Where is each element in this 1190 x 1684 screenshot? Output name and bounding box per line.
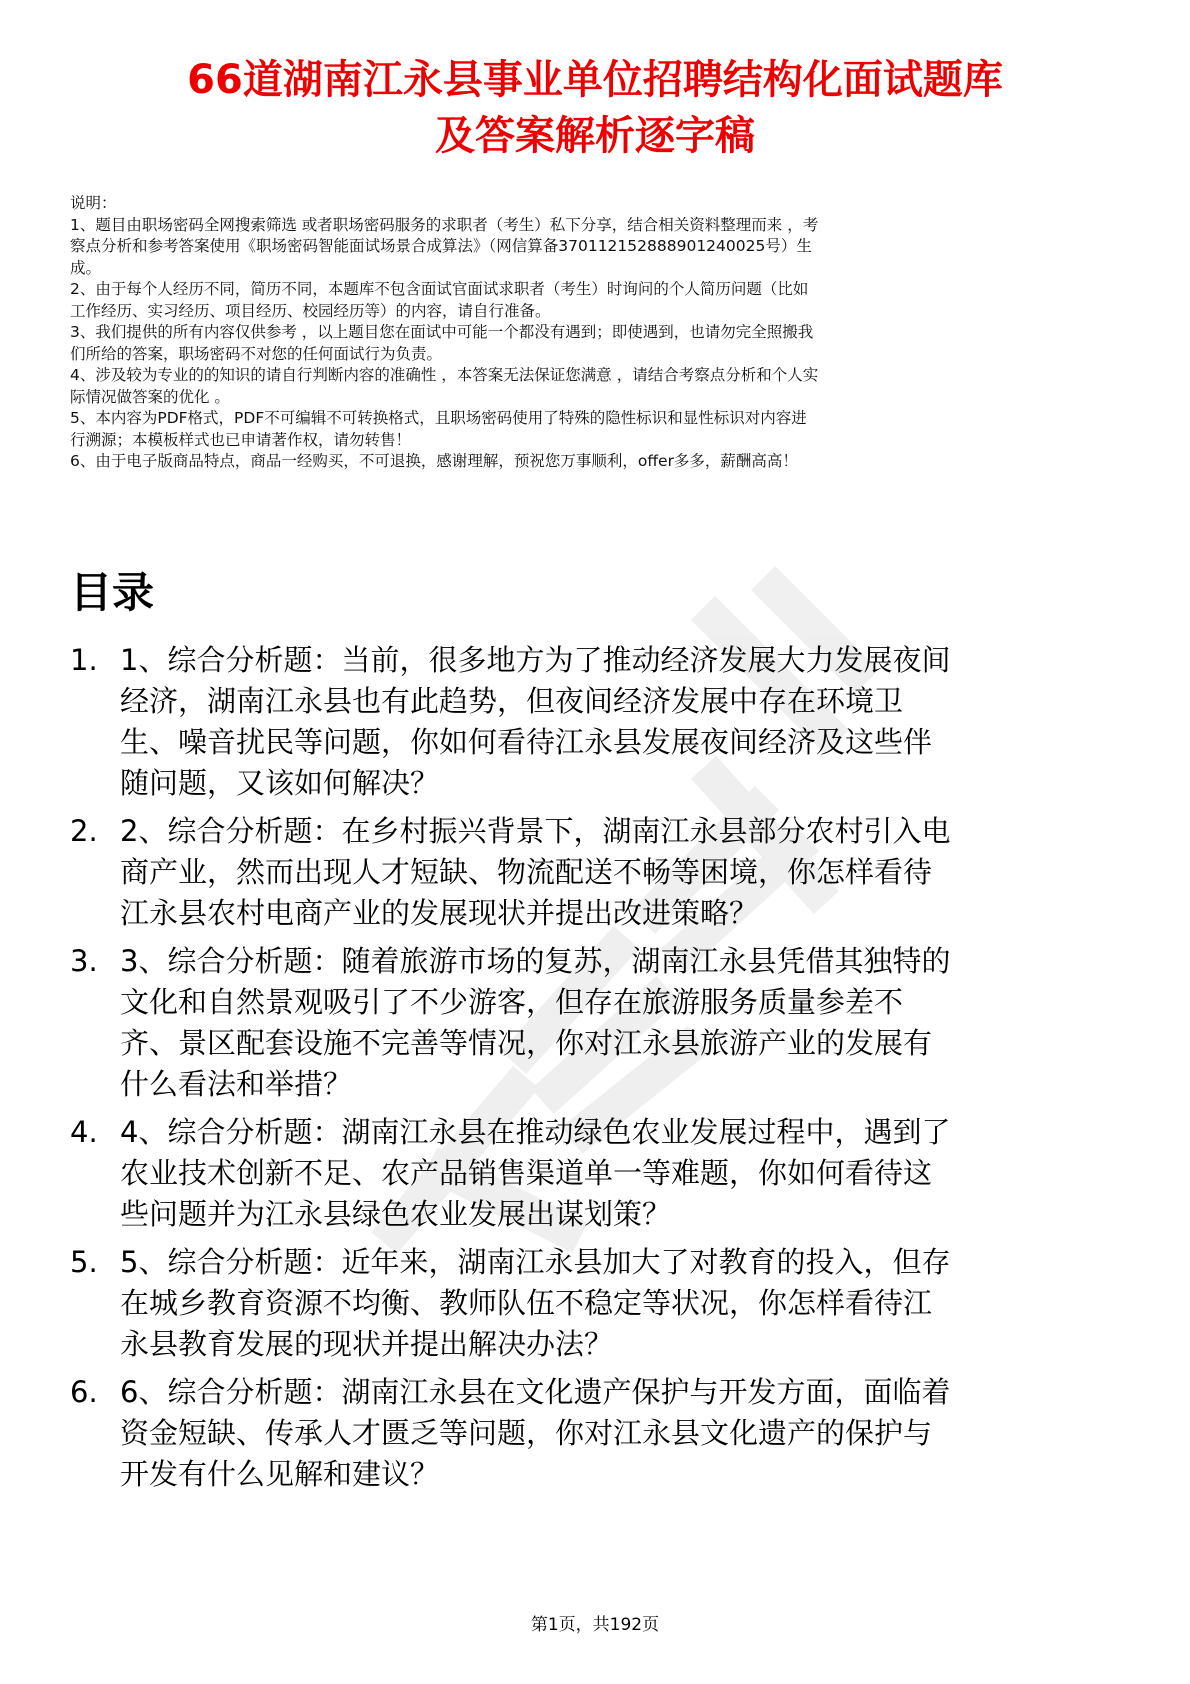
toc-item-line: 永县教育发展的现状并提出解决办法？ [120,1327,614,1361]
note-line: 工作经历、实习经历、项目经历、校园经历等）的内容，请自行准备。 [70,301,551,320]
document-title [40,52,1150,164]
note-line: 6、由于电子版商品特点，商品一经购买，不可退换，感谢理解，预祝您万事顺利，offer多多，薪酬高高！ [70,452,798,470]
toc-item-number: 6. [70,1375,98,1409]
toc-item-number: 4. [70,1115,98,1149]
toc-item-line: 开发有什么见解和建议？ [120,1457,440,1491]
toc-item[interactable] [70,811,1115,934]
toc-item-line: 6、综合分析题：湖南江永县在文化遗产保护与开发方面，面临着 [120,1375,951,1409]
toc-list [70,640,1115,1495]
toc-item-number: 1. [70,643,98,677]
toc-item-line: 商产业，然而出现人才短缺、物流配送不畅等困境，你怎样看待 [120,855,933,889]
toc-item-line: 经济，湖南江永县也有此趋势，但夜间经济发展中存在环境卫 [120,684,904,718]
toc-item-line: 2、综合分析题：在乡村振兴背景下，湖南江永县部分农村引入电 [120,814,951,848]
toc-heading: 目录 [70,568,155,617]
note-line: 4、涉及较为专业的的知识的请自行判断内容的准确性 ，本答案无法保证您满意 ，请结合考察点分析和个人实 [70,366,819,384]
note-line: 察点分析和参考答案使用《职场密码智能面试场景合成算法》（网信算备370112152888901240025号）生 [70,237,812,255]
toc-item-text [120,1112,1115,1235]
note-line: 成。 [70,258,102,277]
toc-item-line: 齐、景区配套设施不完善等情况，你对江永县旅游产业的发展有 [120,1026,933,1060]
toc-item-number: 2. [70,814,98,848]
toc-item-line: 文化和自然景观吸引了不少游客，但存在旅游服务质量参差不 [120,985,904,1019]
toc-item-number: 3. [70,944,98,978]
toc-item[interactable] [70,640,1115,804]
toc-item-line: 些问题并为江永县绿色农业发展出谋划策？ [120,1197,672,1231]
toc-item-text [120,1372,1115,1495]
toc-item-line: 江永县农村电商产业的发展现状并提出改进策略？ [120,896,759,930]
toc-item-line: 随问题，又该如何解决？ [120,766,440,800]
title-line-2: 及答案解析逐字稿 [435,113,755,159]
toc-item-line: 1、综合分析题：当前，很多地方为了推动经济发展大力发展夜间 [120,643,951,677]
page-number: 第1页，共192页 [530,1615,660,1635]
toc-item-line: 5、综合分析题：近年来，湖南江永县加大了对教育的投入，但存 [120,1245,951,1279]
note-line: 1、题目由职场密码全网搜索筛选 或者职场密码服务的求职者（考生）私下分享，结合相关资料整理而来 ，考 [70,215,819,234]
note-line: 2、由于每个人经历不同，简历不同，本题库不包含面试官面试求职者（考生）时询问的个人简历问题（比如 [70,280,809,298]
note-line: 际情况做答案的优化 。 [70,387,230,406]
toc-item-text [120,811,1115,934]
toc-item-text [120,941,1115,1105]
toc-item[interactable] [70,1112,1115,1235]
toc-item-line: 3、综合分析题：随着旅游市场的复苏，湖南江永县凭借其独特的 [120,944,951,978]
toc-item-line: 什么看法和举措？ [120,1067,353,1101]
toc-item-line: 4、综合分析题：湖南江永县在推动绿色农业发展过程中，遇到了 [120,1115,951,1149]
toc-item-line: 农业技术创新不足、农产品销售渠道单一等难题，你如何看待这 [120,1156,933,1190]
note-line: 5、本内容为PDF格式，PDF不可编辑不可转换格式，且职场密码使用了特殊的隐性标识和显性标识对内容进 [70,409,807,427]
note-line: 们所给的答案，职场密码不对您的任何面试行为负责。 [70,344,443,363]
toc-item-line: 在城乡教育资源不均衡、教师队伍不稳定等状况，你怎样看待江 [120,1286,933,1320]
notes-heading: 说明： [70,194,117,212]
toc-item-number: 5. [70,1245,98,1279]
toc-item-text [120,1242,1115,1365]
toc-item[interactable] [70,1242,1115,1365]
toc-item[interactable] [70,941,1115,1105]
title-line-1: 66道湖南江永县事业单位招聘结构化面试题库 [187,57,1003,103]
instructions-block [70,193,1115,473]
toc-item-text [120,640,1115,804]
note-line: 3、我们提供的所有内容仅供参考 ，以上题目您在面试中可能一个都没有遇到；即使遇到，也请勿完全照搬我 [70,323,814,341]
note-line: 行溯源；本模板样式也已申请著作权，请勿转售！ [70,430,412,449]
toc-item-line: 生、噪音扰民等问题，你如何看待江永县发展夜间经济及这些伴 [120,725,933,759]
toc-item-line: 资金短缺、传承人才匮乏等问题，你对江永县文化遗产的保护与 [120,1416,933,1450]
toc-item[interactable] [70,1372,1115,1495]
